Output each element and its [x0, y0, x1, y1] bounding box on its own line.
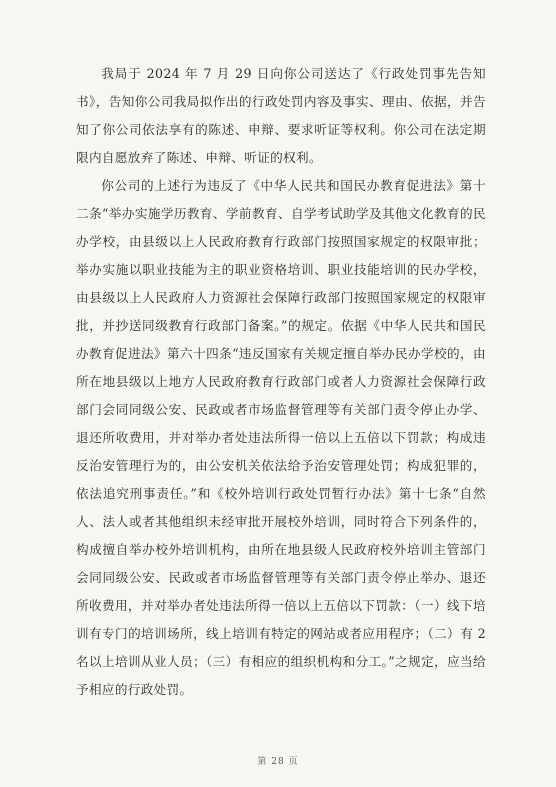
page-number: 第 28 页 [257, 757, 299, 767]
document-body [76, 60, 486, 704]
paragraph-violation: 你公司的上述行为违反了《中华人民共和国民办教育促进法》第十二条“举办实施学历教育、学前教育、自学考试助学及其他文化教育的民办学校，由县级以上人民政府教育行政部门按照国家规定的权限审批；举办实施以职业技能为主的职业资格培训、职业技能培训的民办学校，由县级以上人民政府人力资源社会保障行政部门按照国家规定的权限审批，并抄送同级教育行政部门备案。”的规定。依据《中华人民共和国民办教育促进法》第六十四条“违反国家有关规定擅自举办民办学校的，由所在地县级以上地方人民政府教育行政部门或者人力资源社会保障行政部门会同同级公安、民政或者市场监督管理等有关部门责令停止办学、退还所收费用，并对举办者处违法所得一倍以上五倍以下罚款；构成违反治安管理行为的，由公安机关依法给予治安管理处罚；构成犯罪的，依法追究刑事责任。”和《校外培训行政处罚暂行办法》第十七条“自然人、法人或者其他组织未经审批开展校外培训，同时符合下列条件的，构成擅自举办校外培训机构，由所在地县级人民政府校外培训主管部门会同同级公安、民政或者市场监督管理等有关部门责令停止举办、退还所收费用，并对举办者处违法所得一倍以上五倍以下罚款：（一）线下培训有专门的培训场所，线上培训有特定的网站或者应用程序；（二）有 2 名以上培训从业人员；（三）有相应的组织机构和分工。”之规定，应当给予相应的行政处罚。 [76, 178, 486, 697]
paragraph-notice: 我局于 2024 年 7 月 29 日向你公司送达了《行政处罚事先告知书》，告知你公司我局拟作出的行政处罚内容及事实、理由、依据，并告知了你公司依法享有的陈述、申辩、要求听证等权利。你公司在法定期限内自愿放弃了陈述、申辩、听证的权利。 [76, 66, 486, 165]
